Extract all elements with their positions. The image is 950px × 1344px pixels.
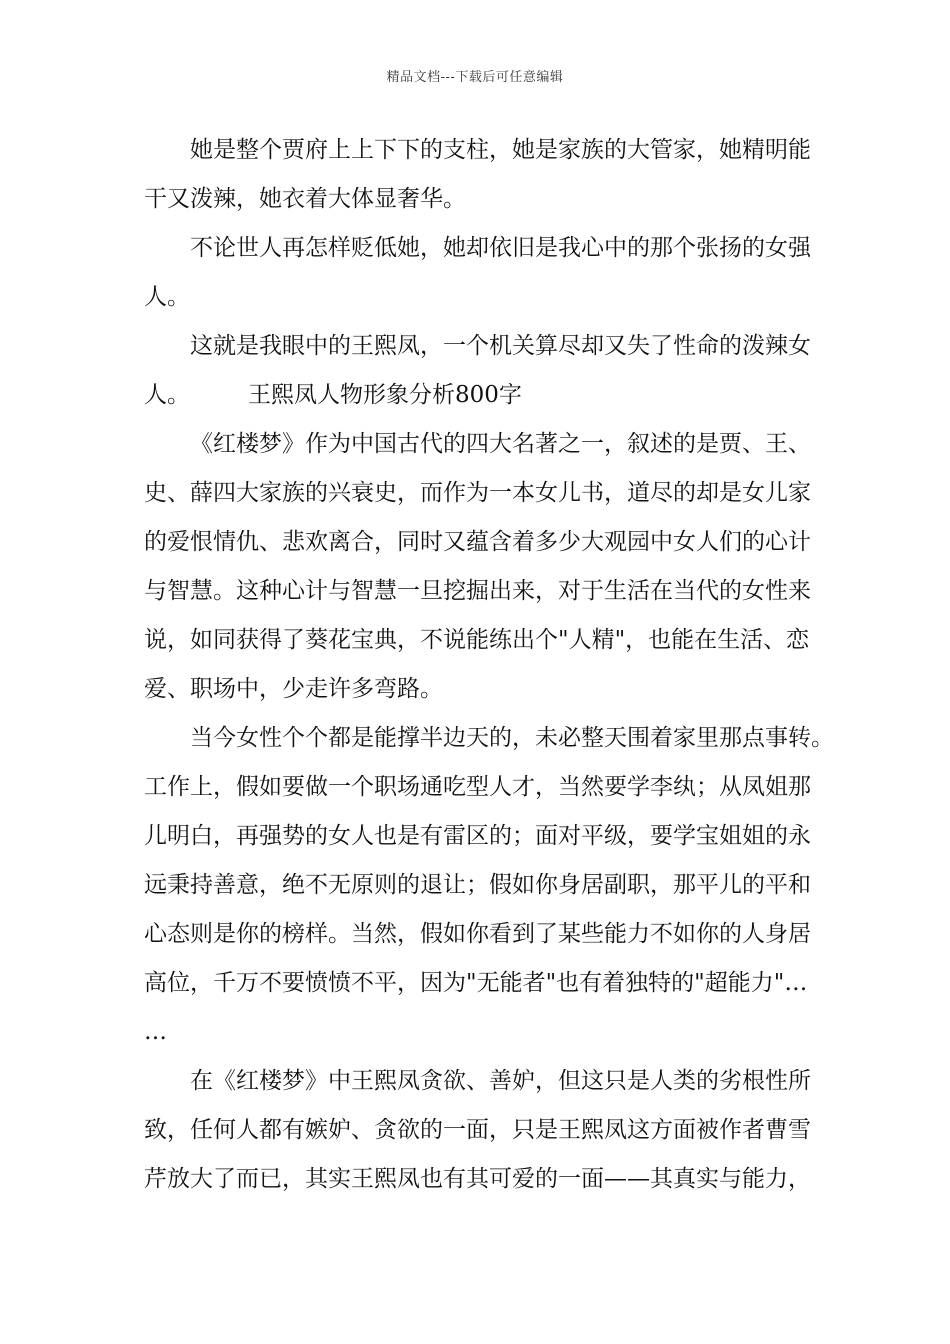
article-title: 王熙凤人物形象分析800字 [248,382,522,408]
paragraph-line: 心态则是你的榜样。当然，假如你看到了某些能力不如你的人身居 [144,921,811,947]
paragraph-line: 儿明白，再强势的女人也是有雷区的；面对平级，要学宝姐姐的永 [144,823,811,849]
paragraph-line: 不论世人再怎样贬低她，她却依旧是我心中的那个张扬的女强 [190,235,811,261]
paragraph-line: 高位，千万不要愤愤不平，因为"无能者"也有着独特的"超能力"… [144,970,808,996]
paragraph-line: 芹放大了而已，其实王熙凤也有其可爱的一面——其真实与能力， [144,1166,811,1192]
paragraph-line: 当今女性个个都是能撑半边天的，未必整天围着家里那点事转。 [190,725,834,751]
article-body [144,126,834,1204]
paragraph-line: 远秉持善意，绝不无原则的退让；假如你身居副职，那平儿的平和 [144,872,811,898]
paragraph-line: 这就是我眼中的王熙凤，一个机关算尽却又失了性命的泼辣女 [190,333,811,359]
paragraph-line: 与智慧。这种心计与智慧一旦挖掘出来，对于生活在当代的女性来 [144,578,811,604]
paragraph-line: 干又泼辣，她衣着大体显奢华。 [144,186,466,212]
paragraph-line: … [144,1019,167,1045]
paragraph-line: 人。 [144,284,190,310]
paragraph-line: 史、薛四大家族的兴衰史，而作为一本女儿书，道尽的却是女儿家 [144,480,811,506]
paragraph-line: 致，任何人都有嫉妒、贪欲的一面，只是王熙凤这方面被作者曹雪 [144,1117,811,1143]
paragraph-line: 工作上，假如要做一个职场通吃型人才，当然要学李纨；从凤姐那 [144,774,811,800]
paragraph-line: 她是整个贾府上上下下的支柱，她是家族的大管家，她精明能 [190,137,811,163]
paragraph-line: 的爱恨情仇、悲欢离合，同时又蕴含着多少大观园中女人们的心计 [144,529,811,555]
paragraph-line [144,371,808,420]
paragraph-line-end: 人。 [144,382,190,408]
page-header: 精品文档---下载后可任意编辑 [386,70,564,85]
paragraph-line: 《红楼梦》作为中国古代的四大名著之一，叙述的是贾、王、 [190,431,811,457]
paragraph-line: 说，如同获得了葵花宝典，不说能练出个"人精"，也能在生活、恋 [144,627,810,653]
paragraph-line: 爱、职场中，少走许多弯路。 [144,676,443,702]
paragraph-line: 在《红楼梦》中王熙凤贪欲、善妒，但这只是人类的劣根性所 [190,1068,811,1094]
